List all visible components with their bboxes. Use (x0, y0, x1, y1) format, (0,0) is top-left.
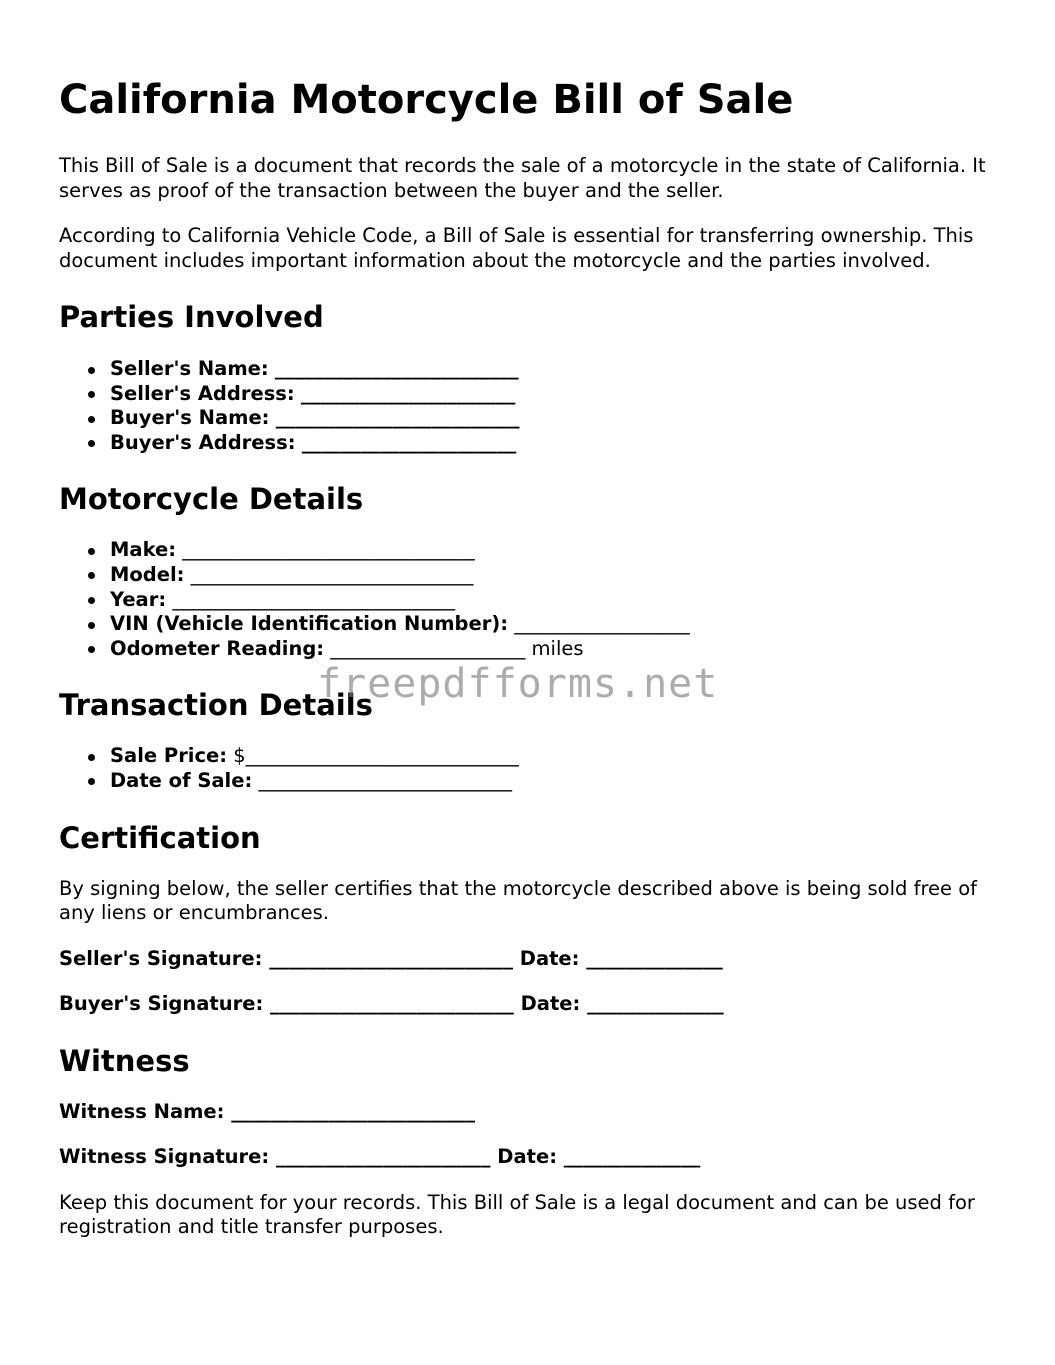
make-field[interactable]: ______________________________ (182, 538, 475, 562)
seller-signature-label: Seller's Signature: (59, 946, 263, 970)
seller-signature-field[interactable]: _________________________ (269, 946, 513, 970)
witness-date-field[interactable]: ______________ (563, 1145, 701, 1169)
list-item (110, 406, 1009, 431)
list-item (110, 382, 1009, 407)
buyer-signature-line (59, 992, 1009, 1017)
transaction-heading: Transaction Details (59, 688, 373, 723)
buyer-name-field[interactable]: _________________________ (275, 406, 520, 430)
page-title: California Motorcycle Bill of Sale (59, 77, 794, 123)
list-item (110, 612, 1009, 637)
watermark: freepdfforms.net (317, 661, 719, 707)
seller-address-label: Seller's Address: (110, 381, 295, 405)
list-item (110, 769, 1009, 794)
make-label: Make: (110, 538, 177, 562)
model-label: Model: (110, 562, 185, 586)
parties-heading: Parties Involved (59, 300, 324, 334)
list-item (110, 538, 1009, 563)
parties-list (59, 357, 1009, 455)
intro-paragraph-1: This Bill of Sale is a document that records the sale of a motorcycle in the state of California. It serves as proof of the transaction between the buyer and the seller. (59, 154, 986, 202)
witness-signature-line (59, 1145, 1009, 1170)
witness-heading: Witness (59, 1043, 190, 1078)
sale-price-field[interactable]: $____________________________ (233, 744, 519, 768)
seller-date-label: Date: (519, 946, 580, 970)
buyer-address-label: Buyer's Address: (110, 430, 296, 454)
list-item (110, 563, 1009, 588)
witness-signature-label: Witness Signature: (59, 1145, 270, 1169)
witness-date-label: Date: (497, 1145, 557, 1169)
year-field[interactable]: _____________________________ (172, 587, 456, 611)
witness-signature-field[interactable]: ______________________ (276, 1145, 491, 1169)
seller-address-field[interactable]: ______________________ (300, 381, 516, 405)
witness-name-field[interactable]: _________________________ (231, 1099, 475, 1123)
list-item (110, 431, 1009, 456)
witness-name-line (59, 1100, 1009, 1125)
model-field[interactable]: _____________________________ (190, 562, 474, 586)
buyer-date-label: Date: (520, 992, 581, 1016)
odometer-field[interactable]: ____________________ miles (330, 636, 584, 660)
footer-note: Keep this document for your records. This Bill of Sale is a legal document and can be used for registration and title transfer purposes. (59, 1190, 975, 1239)
date-of-sale-label: Date of Sale: (110, 768, 253, 792)
vin-field[interactable]: __________________ (514, 612, 690, 636)
year-label: Year: (110, 587, 167, 611)
list-item (110, 637, 1009, 662)
vin-label: VIN (Vehicle Identification Number): (110, 612, 509, 636)
certification-heading: Certification (59, 820, 261, 855)
list-item (110, 744, 1009, 769)
date-of-sale-field[interactable]: __________________________ (258, 768, 512, 792)
list-item (110, 357, 1009, 382)
buyer-date-field[interactable]: ______________ (587, 992, 724, 1016)
transaction-list (59, 744, 1009, 793)
seller-signature-line (59, 947, 1009, 972)
odometer-label: Odometer Reading: (110, 636, 325, 660)
sale-price-label: Sale Price: (110, 744, 228, 768)
seller-name-field[interactable]: _________________________ (274, 357, 519, 380)
seller-date-field[interactable]: ______________ (586, 946, 723, 970)
buyer-signature-field[interactable]: _________________________ (270, 992, 514, 1016)
list-item (110, 588, 1009, 613)
buyer-name-label: Buyer's Name: (110, 406, 270, 430)
motorcycle-list (59, 538, 1009, 661)
intro-paragraph-2: According to California Vehicle Code, a Bill of Sale is essential for transferring ownership. This document includes important information about the motorcycle and the parties involved. (59, 224, 974, 272)
certification-text: By signing below, the seller certifies that the motorcycle described above is being sold free of any liens or encumbrances. (59, 876, 978, 925)
motorcycle-heading: Motorcycle Details (59, 482, 364, 517)
seller-name-label: Seller's Name: (110, 357, 269, 380)
buyer-address-field[interactable]: ______________________ (301, 430, 517, 454)
witness-name-label: Witness Name: (59, 1099, 225, 1123)
buyer-signature-label: Buyer's Signature: (59, 992, 264, 1016)
